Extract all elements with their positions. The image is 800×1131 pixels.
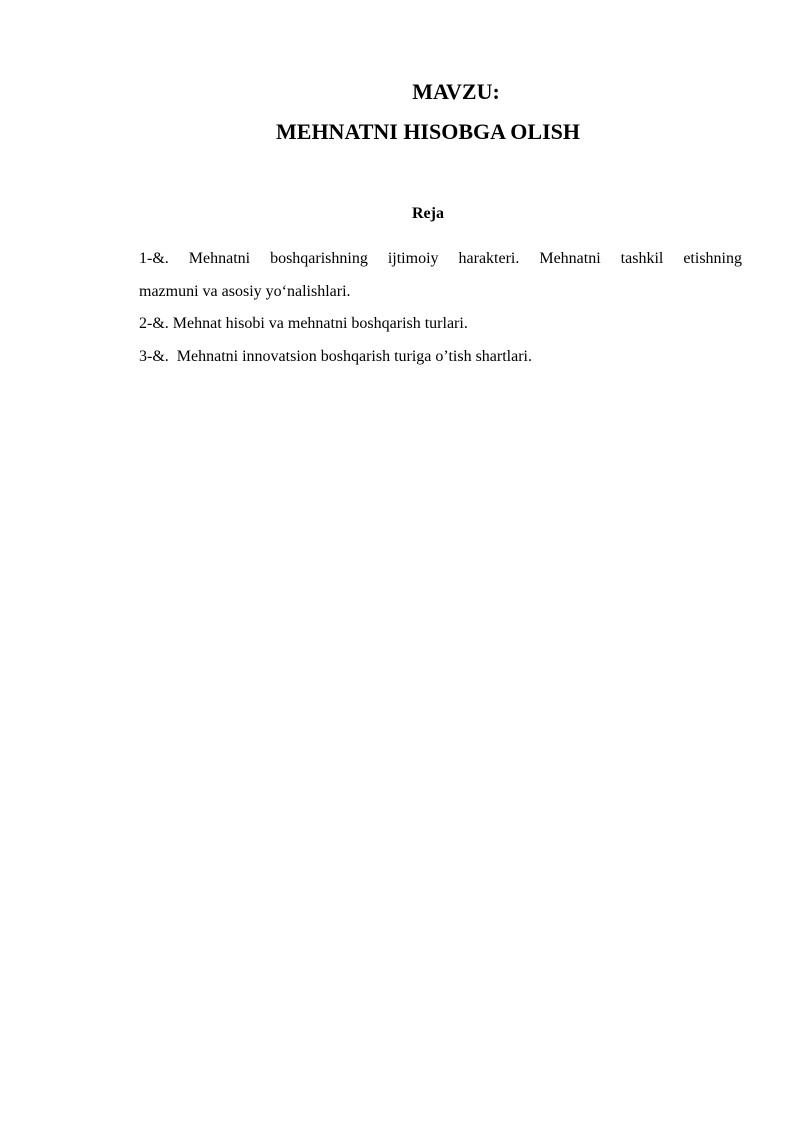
plan-item-1-line-1: 1-&. Mehnatni boshqarishning ijtimoiy harakteri. Mehnatni tashkil etishning — [139, 250, 742, 267]
plan-item-2-line-1: 2-&. Mehnat hisobi va mehnatni boshqarish turlari. — [139, 315, 468, 332]
plan-list — [139, 243, 742, 373]
topic-title: MEHNATNI HISOBGA OLISH — [276, 119, 580, 144]
plan-item-3 — [139, 341, 742, 374]
plan-item-1-line-2: mazmuni va asosiy yo‘nalishlari. — [139, 282, 351, 300]
plan-item-1 — [139, 243, 742, 308]
topic-label: MAVZU: — [412, 79, 500, 104]
plan-heading: Reja — [412, 205, 444, 222]
plan-item-2 — [139, 308, 742, 341]
plan-item-3-line-1: 3-&. Mehnatni innovatsion boshqarish turiga o’tish shartlari. — [139, 347, 532, 365]
